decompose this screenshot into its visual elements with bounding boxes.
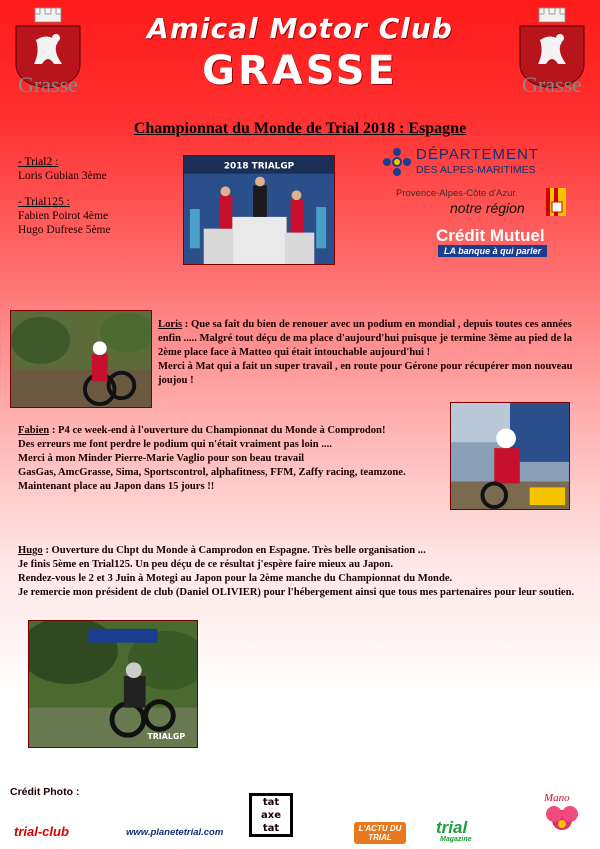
sponsor-region <box>396 188 586 222</box>
departement-line2: DES ALPES-MARITIMES <box>416 164 536 176</box>
departement-line1: DÉPARTEMENT <box>416 146 539 163</box>
hugo-line-2: Je finis 5ème en Trial125. Un peu déçu de ce résultat j'espère faire mieux au Japon. <box>18 559 393 570</box>
logo-trial-magazine-sub: Magazine <box>440 836 472 843</box>
photo-watermark: TRIALGP <box>147 732 186 742</box>
logo-trial-club: trial-club <box>14 824 69 839</box>
hugo-photo <box>28 620 198 748</box>
hugo-statement <box>18 544 588 600</box>
fabien-name: Fabien <box>18 425 50 436</box>
logo-trial-magazine: trial <box>436 818 468 837</box>
loris-photo <box>10 310 152 408</box>
region-name: notre région <box>450 200 525 216</box>
trial2-result: Loris Gubian 3ème <box>18 170 107 182</box>
fabien-photo <box>450 402 570 510</box>
logo-planete-trial: www.planetetrial.com <box>126 827 224 838</box>
trial125-result-1: Fabien Poirot 4ème <box>18 210 109 222</box>
podium-photo <box>183 155 335 265</box>
hugo-line-1: : Ouverture du Chpt du Monde à Camprodon en Espagne. Très belle organisation ... <box>42 545 426 556</box>
club-name-line1: Amical Motor Club <box>147 12 453 45</box>
crest-town-left: Grasse <box>18 72 78 97</box>
region-top: Provence-Alpes-Côte d'Azur. <box>396 188 518 199</box>
hugo-line-4: Je remercie mon président de club (Daniel OLIVIER) pour l'hébergement ainsi que tous mes partenaires pour leur soutien. <box>18 587 575 598</box>
fabien-line-4: GasGas, AmcGrasse, Sima, Sportscontrol, alphafitness, FFM, Zaffy racing, teamzone. <box>18 467 406 478</box>
trial125-heading: - Trial125 : <box>18 196 70 208</box>
fabien-line-5: Maintenant place au Japon dans 15 jours !! <box>18 481 215 492</box>
sponsor-credit-mutuel <box>436 226 586 254</box>
club-name-line2: GRASSE <box>202 48 398 94</box>
photo-credit-label: Crédit Photo : <box>10 786 80 798</box>
fabien-line-2: Des erreurs me font perdre le podium qui n'était vraiment pas loin .... <box>18 439 332 450</box>
logo-mano-text: Mano <box>544 792 570 804</box>
hugo-line-3: Rendez-vous le 2 et 3 Juin à Motegi au Japon pour la 2ème manche du Championnat du Monde. <box>18 573 453 584</box>
results-summary <box>18 155 178 237</box>
credit-mutuel-name: Crédit Mutuel <box>436 226 545 245</box>
logo-mano <box>536 786 588 838</box>
crest-town-right: Grasse <box>522 72 582 97</box>
loris-text: : Que sa fait du bien de renouer avec un podium en mondial , depuis toutes ces années enfin ..... Malgré tout déçu de ma place d'aujourd'hui puisque je termine 3ème au pied de la 2ème place face à Matteo qui était intouchable aujourd'hui ! <box>158 319 573 358</box>
fabien-line-3: Merci à mon Minder Pierre-Marie Vaglio pour son beau travail <box>18 453 305 464</box>
sponsor-departement <box>382 147 582 183</box>
trial2-heading: - Trial2 : <box>18 156 59 168</box>
loris-statement <box>158 318 578 388</box>
hugo-name: Hugo <box>18 545 43 556</box>
fabien-line-1: : P4 ce week-end à l'ouverture du Championnat du Monde à Comprodon! <box>49 425 386 436</box>
logo-tat-axe <box>249 793 293 837</box>
trial125-result-2: Hugo Dufrese 5ème <box>18 224 111 236</box>
departement-emblem-icon <box>382 147 412 177</box>
logo-tat-text: tat axe tat <box>261 797 281 834</box>
loris-text-2: Merci à Mat qui a fait un super travail , en route pour Gérone pour récupérer mon nouveau joujou ! <box>158 361 573 386</box>
event-headline: Championnat du Monde de Trial 2018 : Espagne <box>133 120 467 137</box>
logo-actu-trial: L'ACTU DU TRIAL <box>354 822 406 844</box>
region-flag-icon <box>546 188 566 216</box>
fabien-statement <box>18 424 438 494</box>
credit-mutuel-tagline: LA banque à qui parler <box>438 245 547 257</box>
loris-name: Loris <box>158 319 183 330</box>
podium-banner-text: 2018 TRIALGP <box>223 161 295 172</box>
